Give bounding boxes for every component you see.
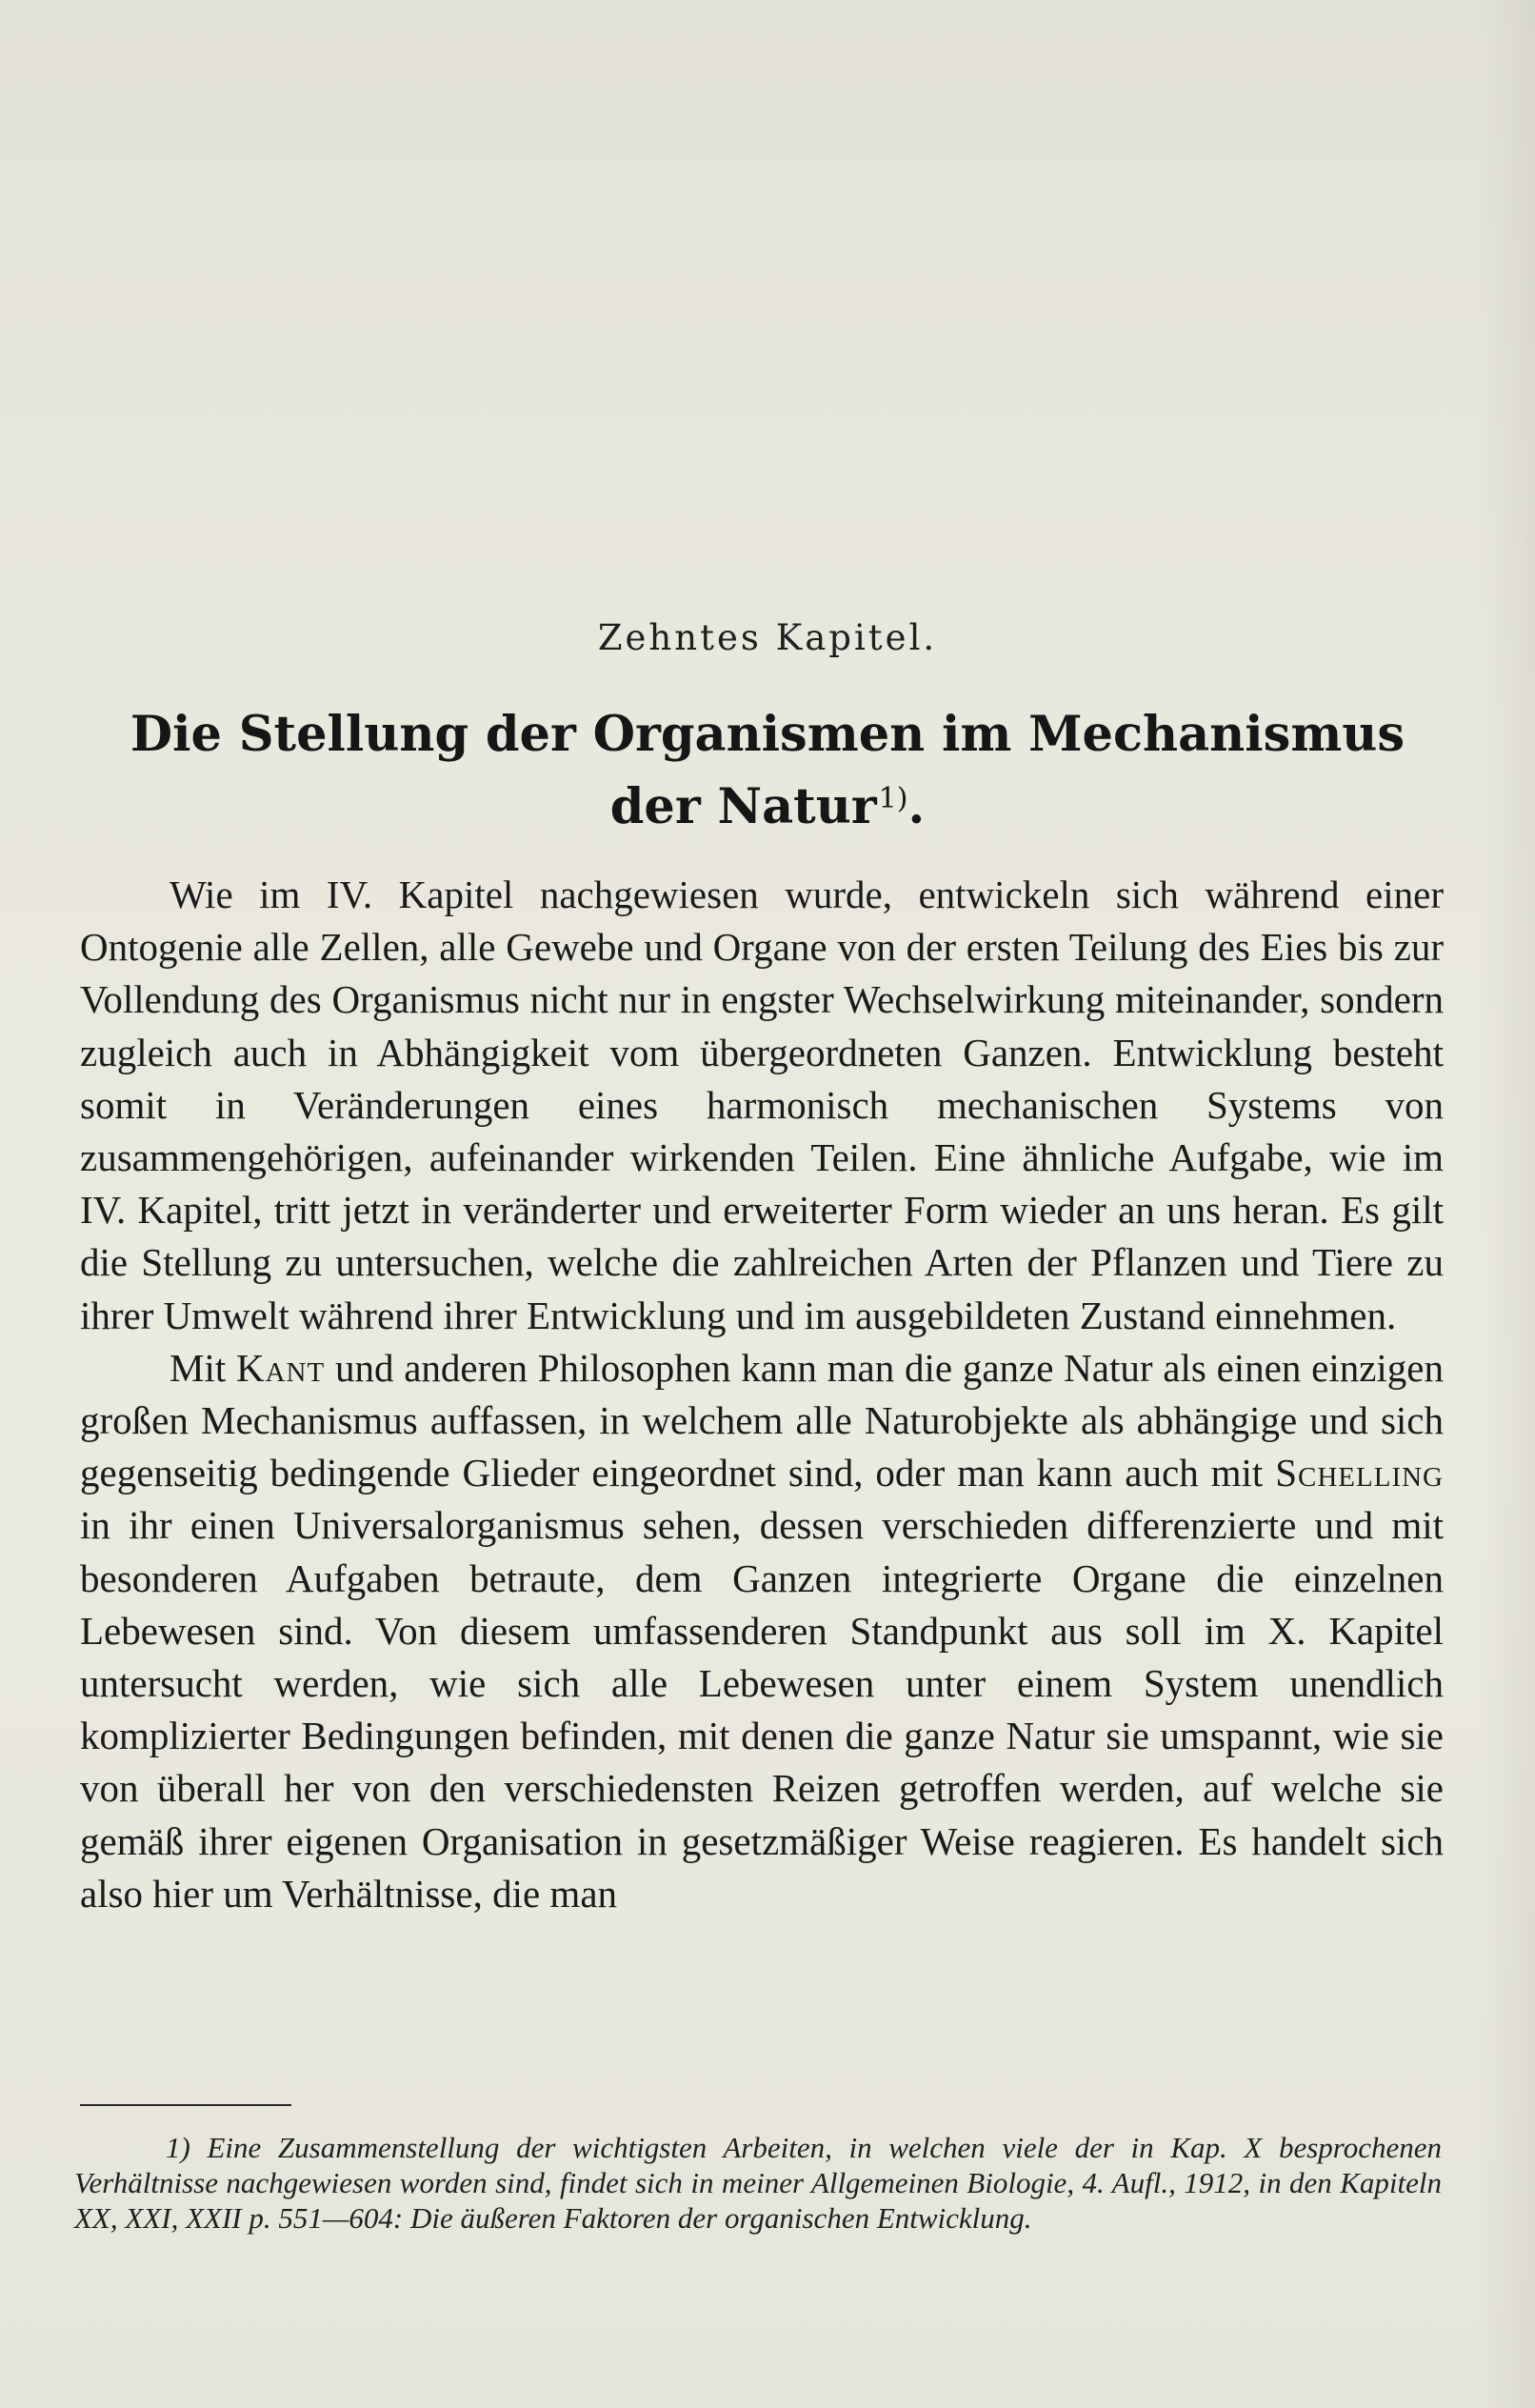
author-name-schelling: Schelling [1275,1451,1444,1495]
chapter-label: Zehntes Kapitel. [597,617,938,658]
paragraph-2-text-c: in ihr einen Universalorganismus sehen, dessen verschieden differenzierte und mit besonderen Aufgaben betraute, dem Ganzen integrierte Organe die einzelnen Lebewesen sind. Von diesem umfassenderen Standpunkt aus soll im X. Kapitel untersucht werden, wie sich alle Lebewesen unter einem System unendlich komplizierter Bedingungen befinden, mit denen die ganze Natur sie umspannt, wie sie von überall her von den verschiedensten Reizen getroffen werden, auf welche sie gemäß ihrer eigenen Organisation in gesetzmäßiger Weise reagieren. Es handelt sich also hier um Verhältnisse, die man [80,1503,1444,1916]
paragraph-2-text-a: Mit [169,1345,236,1390]
footnote-divider [80,2104,291,2106]
footnote-reference: 1) [878,782,908,815]
paragraph-2 [80,1342,1444,1920]
chapter-title-line1: Die Stellung der Organismen im Mechanismus [130,706,1405,763]
chapter-title-period: . [907,778,926,835]
body-text [80,869,1444,1920]
footnote: 1) Eine Zusammenstellung der wichtigsten Arbeiten, in welchen viele der in Kap. X besprochenen Verhältnisse nachgewiesen worden sind, findet sich in meiner Allgemeinen Biologie, 4. Aufl., 1912, in den Kapiteln XX, XXI, XXII p. 551—604: Die äußeren Faktoren der organischen Entwicklung. [74,2131,1442,2235]
page-edge-shadow [1478,0,1535,2408]
paragraph-1: Wie im IV. Kapitel nachgewiesen wurde, entwickeln sich während einer Ontogenie alle Zellen, alle Gewebe und Organe von der ersten Teilung des Eies bis zur Vollendung des Organismus nicht nur in engster Wechselwirkung miteinander, sondern zugleich auch in Abhängigkeit vom übergeordneten Ganzen. Entwicklung besteht somit in Veränderungen eines harmonisch mechanischen Systems von zusammengehörigen, aufeinander wirkenden Teilen. Eine ähnliche Aufgabe, wie im IV. Kapitel, tritt jetzt in veränderter und erweiterter Form wieder an uns heran. Es gilt die Stellung zu untersuchen, welche die zahlreichen Arten der Pflanzen und Tiere zu ihrer Umwelt während ihrer Entwicklung und im ausgebildeten Zustand einnehmen. [80,873,1444,1337]
chapter-title-line2: der Natur [609,778,877,835]
author-name-kant: Kant [236,1345,326,1390]
chapter-title [114,703,1421,839]
paragraph-2-text-b: und anderen Philosophen kann man die ganze Natur als einen einzigen großen Mechanismus auffassen, in welchem alle Naturobjekte als abhängige und sich gegenseitig bedingende Glieder eingeordnet sind, oder man kann auch mit [80,1345,1444,1495]
